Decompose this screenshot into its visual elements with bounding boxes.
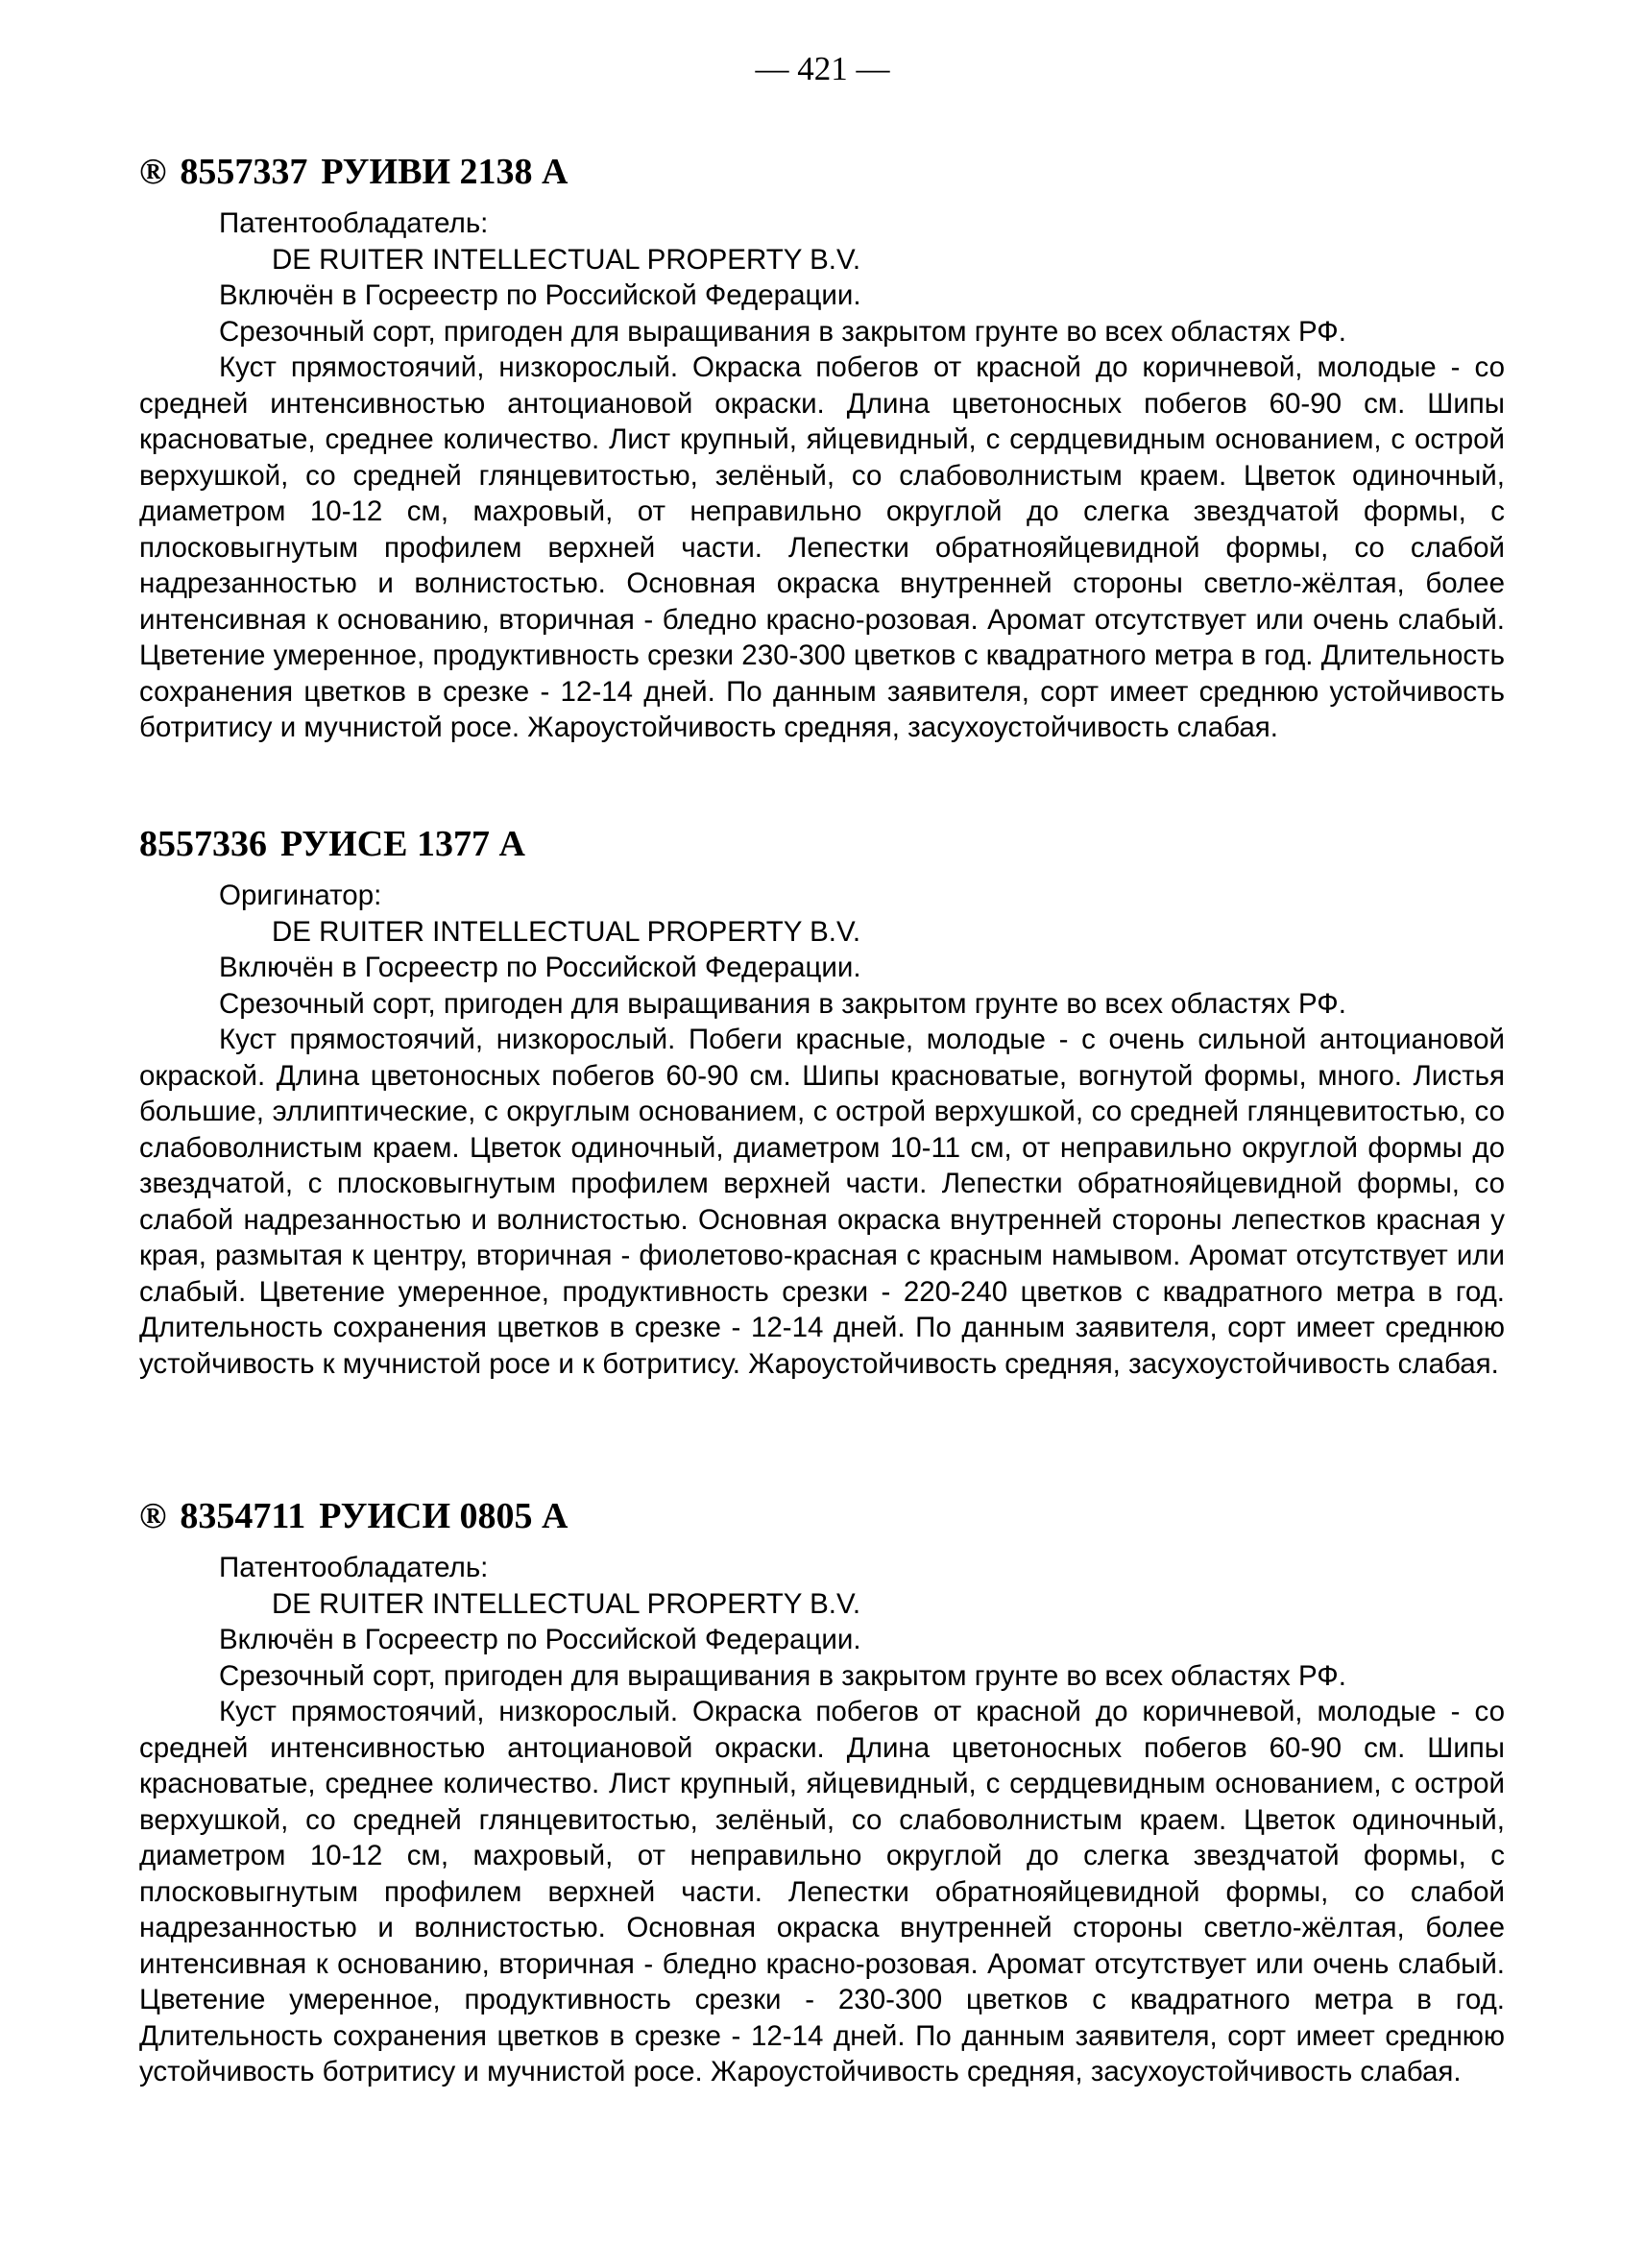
entry-number: 8557337 [180, 152, 308, 192]
entry-body [139, 878, 1505, 1382]
variety-description: Куст прямостоячий, низкорослый. Окраска побегов от красной до коричневой, молодые - со средней интенсивностью антоциановой окраски. Длина цветоносных побегов 60-90 см. Шипы красноватые, среднее количество. Лист крупный, яйцевидный, с сердцевидным основанием, с острой верхушкой, со средней глянцевитостью, зелёный, со слабоволнистым краем. Цветок одиночный, диаметром 10-12 см, махровый, от неправильно округлой до слегка звездчатой формы, с плосковыгнутым профилем верхней части. Лепестки обратнояйцевидной формы, со слабой надрезанностью и волнистостью. Основная окраска внутренней стороны светло-жёлтая, более интенсивная к основанию, вторичная - бледно красно-розовая. Аромат отсутствует или очень слабый. Цветение умеренное, продуктивность срезки 230-300 цветков с квадратного метра в год. Длительность сохранения цветков в срезке - 12-14 дней. По данным заявителя, сорт имеет среднюю устойчивость ботритису и мучнистой росе. Жароустойчивость средняя, засухоустойчивость слабая. [139, 351, 1505, 743]
holder-role: Патентообладатель: [219, 1552, 489, 1583]
entry-heading [139, 1493, 1505, 1539]
variety-description: Куст прямостоячий, низкорослый. Окраска побегов от красной до коричневой, молодые - со средней интенсивностью антоциановой окраски. Длина цветоносных побегов 60-90 см. Шипы красноватые, среднее количество. Лист крупный, яйцевидный, с сердцевидным основанием, с острой верхушкой, со средней глянцевитостью, зелёный, со слабоволнистым краем. Цветок одиночный, диаметром 10-12 см, махровый, от неправильно округлой до слегка звездчатой формы, с плосковыгнутым профилем верхней части. Лепестки обратнояйцевидной формы, со слабой надрезанностью и волнистостью. Основная окраска внутренней стороны светло-жёлтая, более интенсивная к основанию, вторичная - бледно красно-розовая. Аромат отсутствует или очень слабый. Цветение умеренное, продуктивность срезки - 230-300 цветков с квадратного метра в год. Длительность сохранения цветков в срезке - 12-14 дней. По данным заявителя, сорт имеет среднюю устойчивость ботритису и мучнистой росе. Жароустойчивость средняя, засухоустойчивость слабая. [139, 1696, 1505, 2087]
variety-entry [139, 821, 1505, 1382]
variety-name: РУИСИ 0805 А [319, 1496, 568, 1536]
usage-note: Срезочный сорт, пригоден для выращивания в закрытом грунте во всех областях РФ. [219, 987, 1346, 1020]
usage-note: Срезочный сорт, пригоден для выращивания в закрытом грунте во всех областях РФ. [219, 315, 1346, 348]
holder-name: DE RUITER INTELLECTUAL PROPERTY B.V. [272, 1587, 861, 1620]
registry-status: Включён в Госреестр по Российской Федерации. [219, 952, 861, 983]
holder-name: DE RUITER INTELLECTUAL PROPERTY B.V. [272, 243, 861, 276]
entry-heading [139, 149, 1505, 195]
variety-entry [139, 1493, 1505, 2090]
entry-body [139, 1550, 1505, 2090]
registered-mark: ® [139, 1496, 167, 1536]
usage-note: Срезочный сорт, пригоден для выращивания в закрытом грунте во всех областях РФ. [219, 1659, 1346, 1692]
variety-name: РУИВИ 2138 А [321, 152, 568, 192]
entry-body [139, 205, 1505, 746]
variety-description: Куст прямостоячий, низкорослый. Побеги красные, молодые - с очень сильной антоциановой окраской. Длина цветоносных побегов 60-90 см. Шипы красноватые, вогнутой формы, много. Листья большие, эллиптические, с округлым основанием, с острой верхушкой, со средней глянцевитостью, со слабоволнистым краем. Цветок одиночный, диаметром 10-11 см, от неправильно округлой формы до звездчатой, с плосковыгнутым профилем верхней части. Лепестки обратнояйцевидной формы, со слабой надрезанностью и волнистостью. Основная окраска внутренней стороны лепестков красная у края, размытая к центру, вторичная - фиолетово-красная с красным намывом. Аромат отсутствует или слабый. Цветение умеренное, продуктивность срезки - 220-240 цветков с квадратного метра в год. Длительность сохранения цветков в срезке - 12-14 дней. По данным заявителя, сорт имеет среднюю устойчивость к мучнистой росе и к ботритису. Жароустойчивость средняя, засухоустойчивость слабая. [139, 1024, 1505, 1380]
entry-number: 8557336 [139, 824, 267, 864]
variety-entry [139, 149, 1505, 746]
holder-role: Оригинатор: [219, 880, 382, 911]
entry-heading [139, 821, 1505, 867]
registry-status: Включён в Госреестр по Российской Федерации. [219, 1624, 861, 1655]
variety-name: РУИСЕ 1377 А [280, 824, 525, 864]
registered-mark: ® [139, 152, 167, 192]
registry-status: Включён в Госреестр по Российской Федерации. [219, 279, 861, 311]
holder-name: DE RUITER INTELLECTUAL PROPERTY B.V. [272, 915, 861, 948]
page-number: — 421 — [755, 50, 890, 87]
holder-role: Патентообладатель: [219, 207, 489, 239]
entry-number: 8354711 [180, 1496, 306, 1536]
